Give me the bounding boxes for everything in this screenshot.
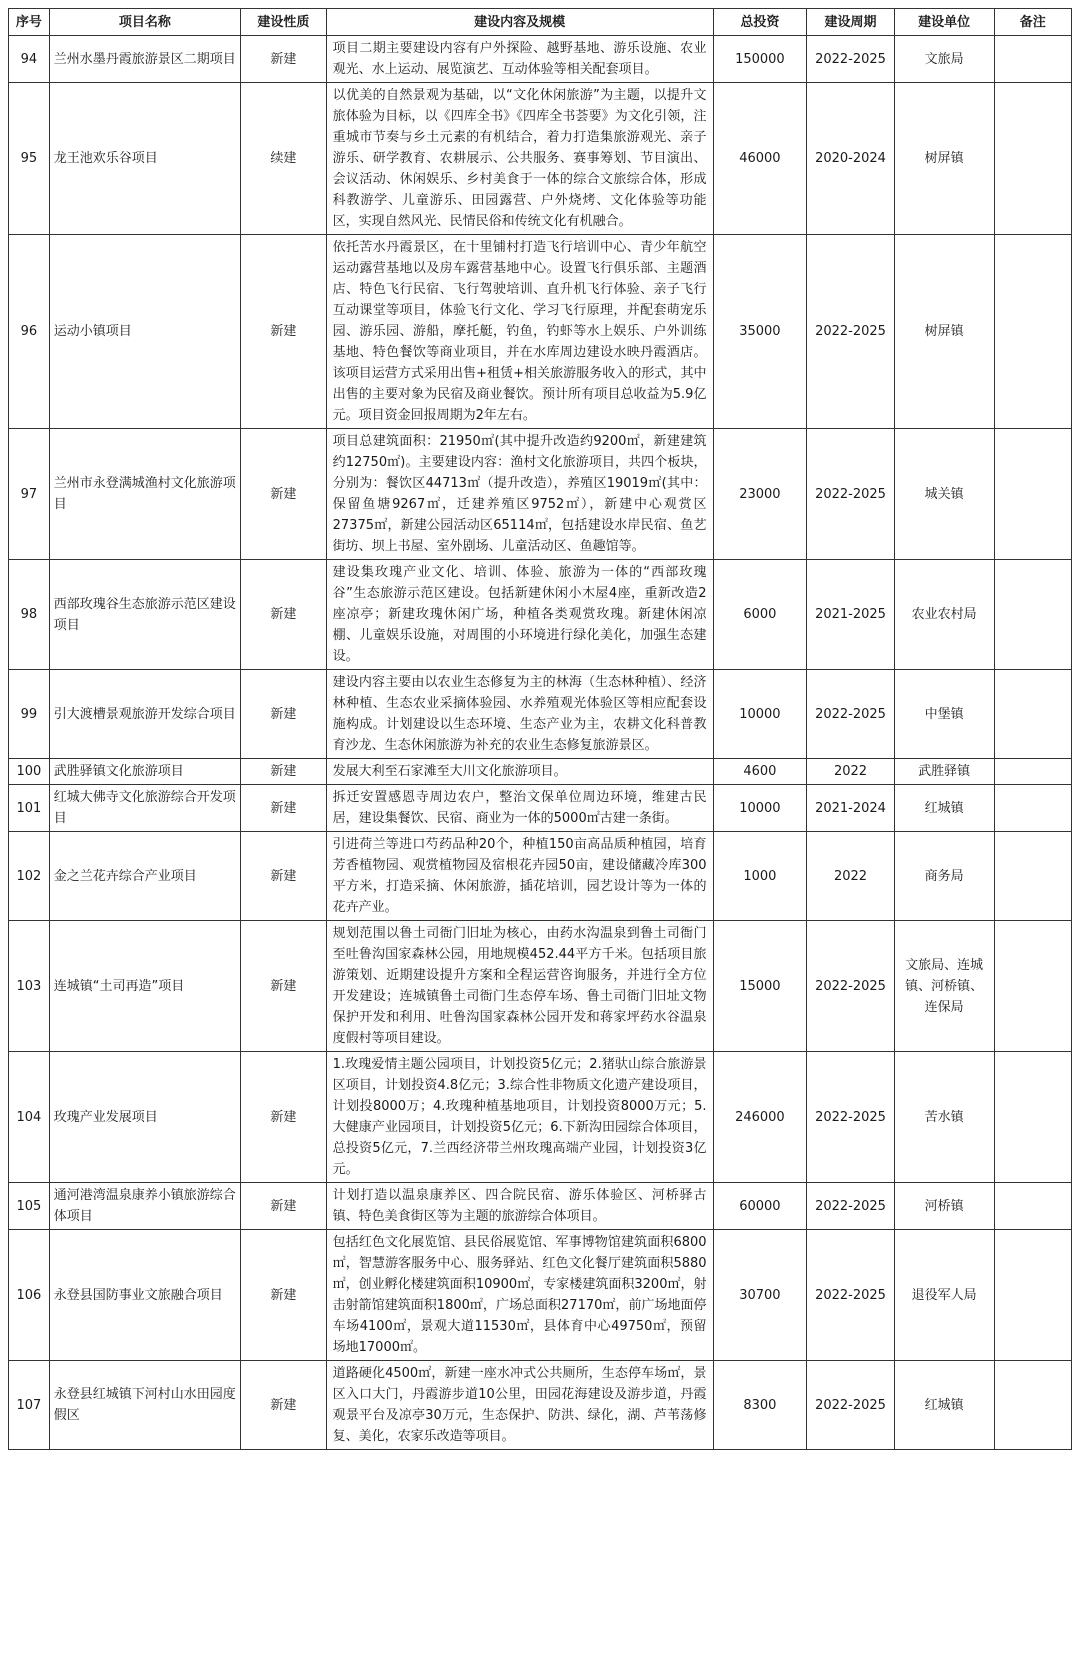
total-investment-cell: 6000: [713, 560, 807, 670]
construction-content-cell: 引进荷兰等进口芍药品种20个，种植150亩高品质种植园，培育芳香植物园、观赏植物园及宿根花卉园50亩，建设储藏冷库300平方米，打造采摘、休闲旅游，插花培训，园艺设计等为一体的花卉产业。: [326, 832, 713, 921]
construction-period-cell: 2020-2024: [807, 83, 895, 235]
header-cell: 项目名称: [49, 9, 240, 36]
construction-period-cell: 2021-2025: [807, 560, 895, 670]
project-name-cell: 兰州市永登满城渔村文化旅游项目: [49, 429, 240, 560]
total-investment-cell: 60000: [713, 1183, 807, 1230]
total-investment-cell: 35000: [713, 235, 807, 429]
construction-period-cell: 2022-2025: [807, 1183, 895, 1230]
remark-cell: [994, 235, 1071, 429]
construction-type-cell: 新建: [241, 785, 327, 832]
construction-content-cell: 依托苦水丹霞景区，在十里铺村打造飞行培训中心、青少年航空运动露营基地以及房车露营基地中心。设置飞行俱乐部、主题酒店、特色飞行民宿、飞行驾驶培训、直升机飞行体验、亲子飞行互动课堂等项目，体验飞行文化、学习飞行原理，并配套萌宠乐园、游乐园、游船，摩托艇，钓鱼，钓虾等水上娱乐、户外训练基地、特色餐饮等商业项目，并在水库周边建设水映丹霞酒店。该项目运营方式采用出售+租赁+相关旅游服务收入的形式，其中出售的主要对象为民宿及商业餐饮。预计所有项目总收益为5.9亿元。项目资金回报周期为2年左右。: [326, 235, 713, 429]
row-number-cell: 98: [9, 560, 50, 670]
construction-unit-cell: 农业农村局: [894, 560, 994, 670]
remark-cell: [994, 1230, 1071, 1361]
construction-period-cell: 2022-2025: [807, 1230, 895, 1361]
project-name-cell: 引大渡槽景观旅游开发综合项目: [49, 670, 240, 759]
construction-period-cell: 2022-2025: [807, 36, 895, 83]
construction-unit-cell: 树屏镇: [894, 83, 994, 235]
construction-period-cell: 2022-2025: [807, 1361, 895, 1450]
row-number-cell: 106: [9, 1230, 50, 1361]
project-name-cell: 西部玫瑰谷生态旅游示范区建设项目: [49, 560, 240, 670]
project-table: [8, 8, 1072, 1450]
construction-content-cell: 拆迁安置感恩寺周边农户，整治文保单位周边环境，维建古民居，建设集餐饮、民宿、商业为一体的5000㎡古建一条街。: [326, 785, 713, 832]
construction-content-cell: 建设集玫瑰产业文化、培训、体验、旅游为一体的“西部玫瑰谷”生态旅游示范区建设。包括新建休闲小木屋4座，重新改造2座凉亭；新建玫瑰休闲广场，种植各类观赏玫瑰。新建休闲凉棚、儿童娱乐设施，对周围的小环境进行绿化美化，加强生态建设。: [326, 560, 713, 670]
table-row: [9, 759, 1072, 785]
total-investment-cell: 10000: [713, 785, 807, 832]
row-number-cell: 102: [9, 832, 50, 921]
row-number-cell: 95: [9, 83, 50, 235]
construction-content-cell: 项目总建筑面积：21950㎡(其中提升改造约9200㎡，新建建筑约12750㎡)。主要建设内容：渔村文化旅游项目，共四个板块，分别为：餐饮区44713㎡（提升改造），养殖区19019㎡(其中：保留鱼塘9267㎡，迁建养殖区9752㎡），新建中心观赏区27375㎡，新建公园活动区65114㎡，包括建设水岸民宿、鱼艺街坊、坝上书屋、室外剧场、儿童活动区、鱼趣馆等。: [326, 429, 713, 560]
construction-period-cell: 2022-2025: [807, 921, 895, 1052]
total-investment-cell: 150000: [713, 36, 807, 83]
construction-unit-cell: 苦水镇: [894, 1052, 994, 1183]
table-row: [9, 1183, 1072, 1230]
row-number-cell: 94: [9, 36, 50, 83]
construction-unit-cell: 树屏镇: [894, 235, 994, 429]
row-number-cell: 103: [9, 921, 50, 1052]
header-cell: 备注: [994, 9, 1071, 36]
header-cell: 序号: [9, 9, 50, 36]
table-body: [9, 36, 1072, 1450]
construction-period-cell: 2021-2024: [807, 785, 895, 832]
project-name-cell: 连城镇“土司再造”项目: [49, 921, 240, 1052]
construction-type-cell: 新建: [241, 1361, 327, 1450]
construction-type-cell: 新建: [241, 1052, 327, 1183]
table-row: [9, 832, 1072, 921]
project-name-cell: 永登县国防事业文旅融合项目: [49, 1230, 240, 1361]
construction-period-cell: 2022-2025: [807, 429, 895, 560]
row-number-cell: 107: [9, 1361, 50, 1450]
construction-type-cell: 新建: [241, 235, 327, 429]
table-row: [9, 1361, 1072, 1450]
construction-content-cell: 项目二期主要建设内容有户外探险、越野基地、游乐设施、农业观光、水上运动、展览演艺、互动体验等相关配套项目。: [326, 36, 713, 83]
project-name-cell: 武胜驿镇文化旅游项目: [49, 759, 240, 785]
construction-unit-cell: 武胜驿镇: [894, 759, 994, 785]
table-row: [9, 235, 1072, 429]
construction-period-cell: 2022: [807, 832, 895, 921]
construction-period-cell: 2022-2025: [807, 235, 895, 429]
total-investment-cell: 30700: [713, 1230, 807, 1361]
remark-cell: [994, 670, 1071, 759]
header-cell: 建设性质: [241, 9, 327, 36]
construction-unit-cell: 城关镇: [894, 429, 994, 560]
construction-content-cell: 规划范围以鲁土司衙门旧址为核心，由药水沟温泉到鲁土司衙门至吐鲁沟国家森林公园，用地规模452.44平方千米。包括项目旅游策划、近期建设提升方案和全程运营咨询服务，并进行全方位开发建设；连城镇鲁土司衙门生态停车场、鲁土司衙门旧址文物保护开发和利用、吐鲁沟国家森林公园开发和蒋家坪药水谷温泉度假村等项目建设。: [326, 921, 713, 1052]
row-number-cell: 100: [9, 759, 50, 785]
header-cell: 建设周期: [807, 9, 895, 36]
construction-content-cell: 道路硬化4500㎡，新建一座水冲式公共厕所，生态停车场㎡，景区入口大门，丹霞游步道10公里，田园花海建设及游步道，丹霞观景平台及凉亭30万元，生态保护、防洪、绿化，湖、芦苇荡修复、美化，农家乐改造等项目。: [326, 1361, 713, 1450]
row-number-cell: 104: [9, 1052, 50, 1183]
table-row: [9, 1230, 1072, 1361]
remark-cell: [994, 83, 1071, 235]
header-cell: 建设内容及规模: [326, 9, 713, 36]
project-name-cell: 龙王池欢乐谷项目: [49, 83, 240, 235]
construction-content-cell: 计划打造以温泉康养区、四合院民宿、游乐体验区、河桥驿古镇、特色美食街区等为主题的旅游综合体项目。: [326, 1183, 713, 1230]
table-row: [9, 560, 1072, 670]
construction-unit-cell: 文旅局、连城镇、河桥镇、连保局: [894, 921, 994, 1052]
construction-unit-cell: 文旅局: [894, 36, 994, 83]
construction-period-cell: 2022-2025: [807, 670, 895, 759]
table-row: [9, 83, 1072, 235]
construction-type-cell: 新建: [241, 921, 327, 1052]
construction-content-cell: 包括红色文化展览馆、县民俗展览馆、军事博物馆建筑面积6800㎡，智慧游客服务中心、服务驿站、红色文化餐厅建筑面积5880㎡，创业孵化楼建筑面积10900㎡，专家楼建筑面积3200㎡，射击射箭馆建筑面积1800㎡，广场总面积27170㎡，前广场地面停车场4100㎡，景观大道11530㎡，县体育中心49750㎡，预留场地17000㎡。: [326, 1230, 713, 1361]
remark-cell: [994, 1183, 1071, 1230]
construction-unit-cell: 退役军人局: [894, 1230, 994, 1361]
construction-content-cell: 以优美的自然景观为基础，以“文化休闲旅游”为主题，以提升文旅体验为目标，以《四库全书》《四库全书荟要》为文化引领，注重城市节奏与乡土元素的有机结合，着力打造集旅游观光、亲子游乐、研学教育、农耕展示、公共服务、赛事筹划、节目演出、会议活动、休闲娱乐、乡村美食于一体的综合文旅综合体，形成科教游学、儿童游乐、田园露营、户外烧烤、文化体验等功能区，实现自然风光、民情民俗和传统文化有机融合。: [326, 83, 713, 235]
total-investment-cell: 8300: [713, 1361, 807, 1450]
header-cell: 建设单位: [894, 9, 994, 36]
total-investment-cell: 1000: [713, 832, 807, 921]
construction-type-cell: 新建: [241, 1230, 327, 1361]
construction-period-cell: 2022-2025: [807, 1052, 895, 1183]
table-header-row: [9, 9, 1072, 36]
construction-type-cell: 新建: [241, 670, 327, 759]
table-row: [9, 429, 1072, 560]
total-investment-cell: 10000: [713, 670, 807, 759]
table-row: [9, 670, 1072, 759]
table-row: [9, 921, 1072, 1052]
construction-unit-cell: 中堡镇: [894, 670, 994, 759]
row-number-cell: 105: [9, 1183, 50, 1230]
remark-cell: [994, 429, 1071, 560]
construction-type-cell: 续建: [241, 83, 327, 235]
construction-unit-cell: 红城镇: [894, 1361, 994, 1450]
table-row: [9, 36, 1072, 83]
project-name-cell: 红城大佛寺文化旅游综合开发项目: [49, 785, 240, 832]
remark-cell: [994, 759, 1071, 785]
remark-cell: [994, 832, 1071, 921]
total-investment-cell: 246000: [713, 1052, 807, 1183]
project-name-cell: 金之兰花卉综合产业项目: [49, 832, 240, 921]
construction-unit-cell: 河桥镇: [894, 1183, 994, 1230]
construction-unit-cell: 红城镇: [894, 785, 994, 832]
row-number-cell: 101: [9, 785, 50, 832]
remark-cell: [994, 785, 1071, 832]
remark-cell: [994, 1361, 1071, 1450]
construction-content-cell: 建设内容主要由以农业生态修复为主的林海（生态林种植）、经济林种植、生态农业采摘体验园、水养殖观光体验区等相应配套设施构成。计划建设以生态环境、生态产业为主，农耕文化科普教育沙龙、生态休闲旅游为补充的农业生态修复旅游景区。: [326, 670, 713, 759]
remark-cell: [994, 1052, 1071, 1183]
row-number-cell: 96: [9, 235, 50, 429]
total-investment-cell: 15000: [713, 921, 807, 1052]
table-row: [9, 1052, 1072, 1183]
row-number-cell: 99: [9, 670, 50, 759]
project-name-cell: 运动小镇项目: [49, 235, 240, 429]
construction-type-cell: 新建: [241, 1183, 327, 1230]
construction-type-cell: 新建: [241, 832, 327, 921]
construction-period-cell: 2022: [807, 759, 895, 785]
project-name-cell: 玫瑰产业发展项目: [49, 1052, 240, 1183]
construction-type-cell: 新建: [241, 36, 327, 83]
remark-cell: [994, 921, 1071, 1052]
construction-unit-cell: 商务局: [894, 832, 994, 921]
construction-content-cell: 1.玫瑰爱情主题公园项目，计划投资5亿元；2.猪驮山综合旅游景区项目，计划投资4.8亿元；3.综合性非物质文化遗产建设项目，计划投8000万；4.玫瑰种植基地项目，计划投资8000万元；5.大健康产业园项目，计划投资5亿元；6.下新沟田园综合体项目，总投资5亿元，7.兰西经济带兰州玫瑰高端产业园，计划投资3亿元。: [326, 1052, 713, 1183]
remark-cell: [994, 560, 1071, 670]
total-investment-cell: 4600: [713, 759, 807, 785]
table-row: [9, 785, 1072, 832]
construction-type-cell: 新建: [241, 560, 327, 670]
row-number-cell: 97: [9, 429, 50, 560]
project-name-cell: 通河港湾温泉康养小镇旅游综合体项目: [49, 1183, 240, 1230]
construction-type-cell: 新建: [241, 429, 327, 560]
construction-type-cell: 新建: [241, 759, 327, 785]
project-name-cell: 兰州水墨丹霞旅游景区二期项目: [49, 36, 240, 83]
total-investment-cell: 23000: [713, 429, 807, 560]
total-investment-cell: 46000: [713, 83, 807, 235]
header-cell: 总投资: [713, 9, 807, 36]
construction-content-cell: 发展大利至石家滩至大川文化旅游项目。: [326, 759, 713, 785]
remark-cell: [994, 36, 1071, 83]
project-name-cell: 永登县红城镇下河村山水田园度假区: [49, 1361, 240, 1450]
